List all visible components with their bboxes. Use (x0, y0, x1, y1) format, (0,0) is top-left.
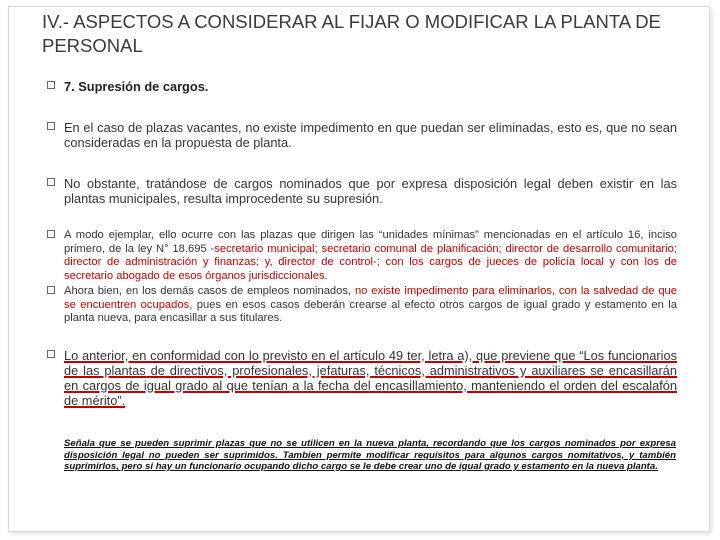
bullet-item-ejemplo (47, 229, 677, 283)
bullet-item-supresion (47, 79, 677, 94)
item-text-part: A modo ejemplar, ello ocurre con las plazas que dirigen las “unidades mínimas” mencionadas en el artículo 16, inciso primero, de la ley N° 18.695 - (64, 229, 677, 255)
bullet-box-icon (47, 350, 55, 358)
slide-title: IV.- ASPECTOS A CONSIDERAR AL FIJAR O MODIFICAR LA PLANTA DE PERSONAL (42, 11, 661, 56)
item-text-red: no existe impedimento para eliminarlos, con la salvedad de que se encuentren ocupados (64, 285, 677, 311)
item-text-part: , pues en esos casos deberán crearse al efecto otros cargos de igual grado y estamento en la planta nueva, para encasillar a sus titulares. (64, 298, 677, 324)
item-text-underlined: Lo anterior, en conformidad con lo previsto en el artículo 49 ter, letra a), que previene que “Los funcionarios de las plantas de directivos, profesionales, jefaturas, técnicos, administrativos y auxiliares se encasillarán en cargos de igual grado al que tenían a la fecha del encasillamiento, manteniendo el orden del escalafón de mérito”. (64, 348, 677, 408)
item-text-part: Ahora bien, en los demás casos de empleos nominados, (64, 285, 355, 297)
item-text: En el caso de plazas vacantes, no existe impedimento en que puedan ser eliminadas, esto es, que no sean consideradas en la propuesta de planta. (64, 120, 677, 150)
bullet-item-articulo-49 (47, 348, 677, 408)
bullet-box-icon (47, 286, 55, 294)
bullet-item-ahora-bien (47, 285, 677, 326)
bullet-item-nominados (47, 176, 677, 206)
item-text (64, 285, 677, 326)
item-text-red: secretario municipal; secretario comunal de planificación; director de desarrollo comunitario; director de administración y finanzas; y, director de control-; con los cargos de jueces de policía local y con los de secretario abogado de esos órganos jurisdiccionales. (64, 242, 677, 282)
bullet-box-icon (47, 122, 55, 130)
footer-note: Señala que se pueden suprimir plazas que no se utilicen en la nueva planta, recordando que los cargos nominados por expresa disposición legal no pueden ser suprimidos. Tambien permite modificar requisitos para algunos cargos nomitativos, y también suprimirlos, pero si hay un funcionario ocupando dicho cargo se le debe crear uno de igual grado y estamento en la nueva planta. (64, 438, 676, 472)
bullet-box-icon (47, 81, 55, 89)
item-text: No obstante, tratándose de cargos nominados que por expresa disposición legal deben existir en las plantas municipales, resulta improcedente su supresión. (64, 176, 677, 206)
bullet-box-icon (47, 230, 55, 238)
item-heading: 7. Supresión de cargos. (64, 79, 209, 94)
item-text (64, 229, 677, 283)
bullet-box-icon (47, 178, 55, 186)
bullet-item-vacantes (47, 120, 677, 150)
